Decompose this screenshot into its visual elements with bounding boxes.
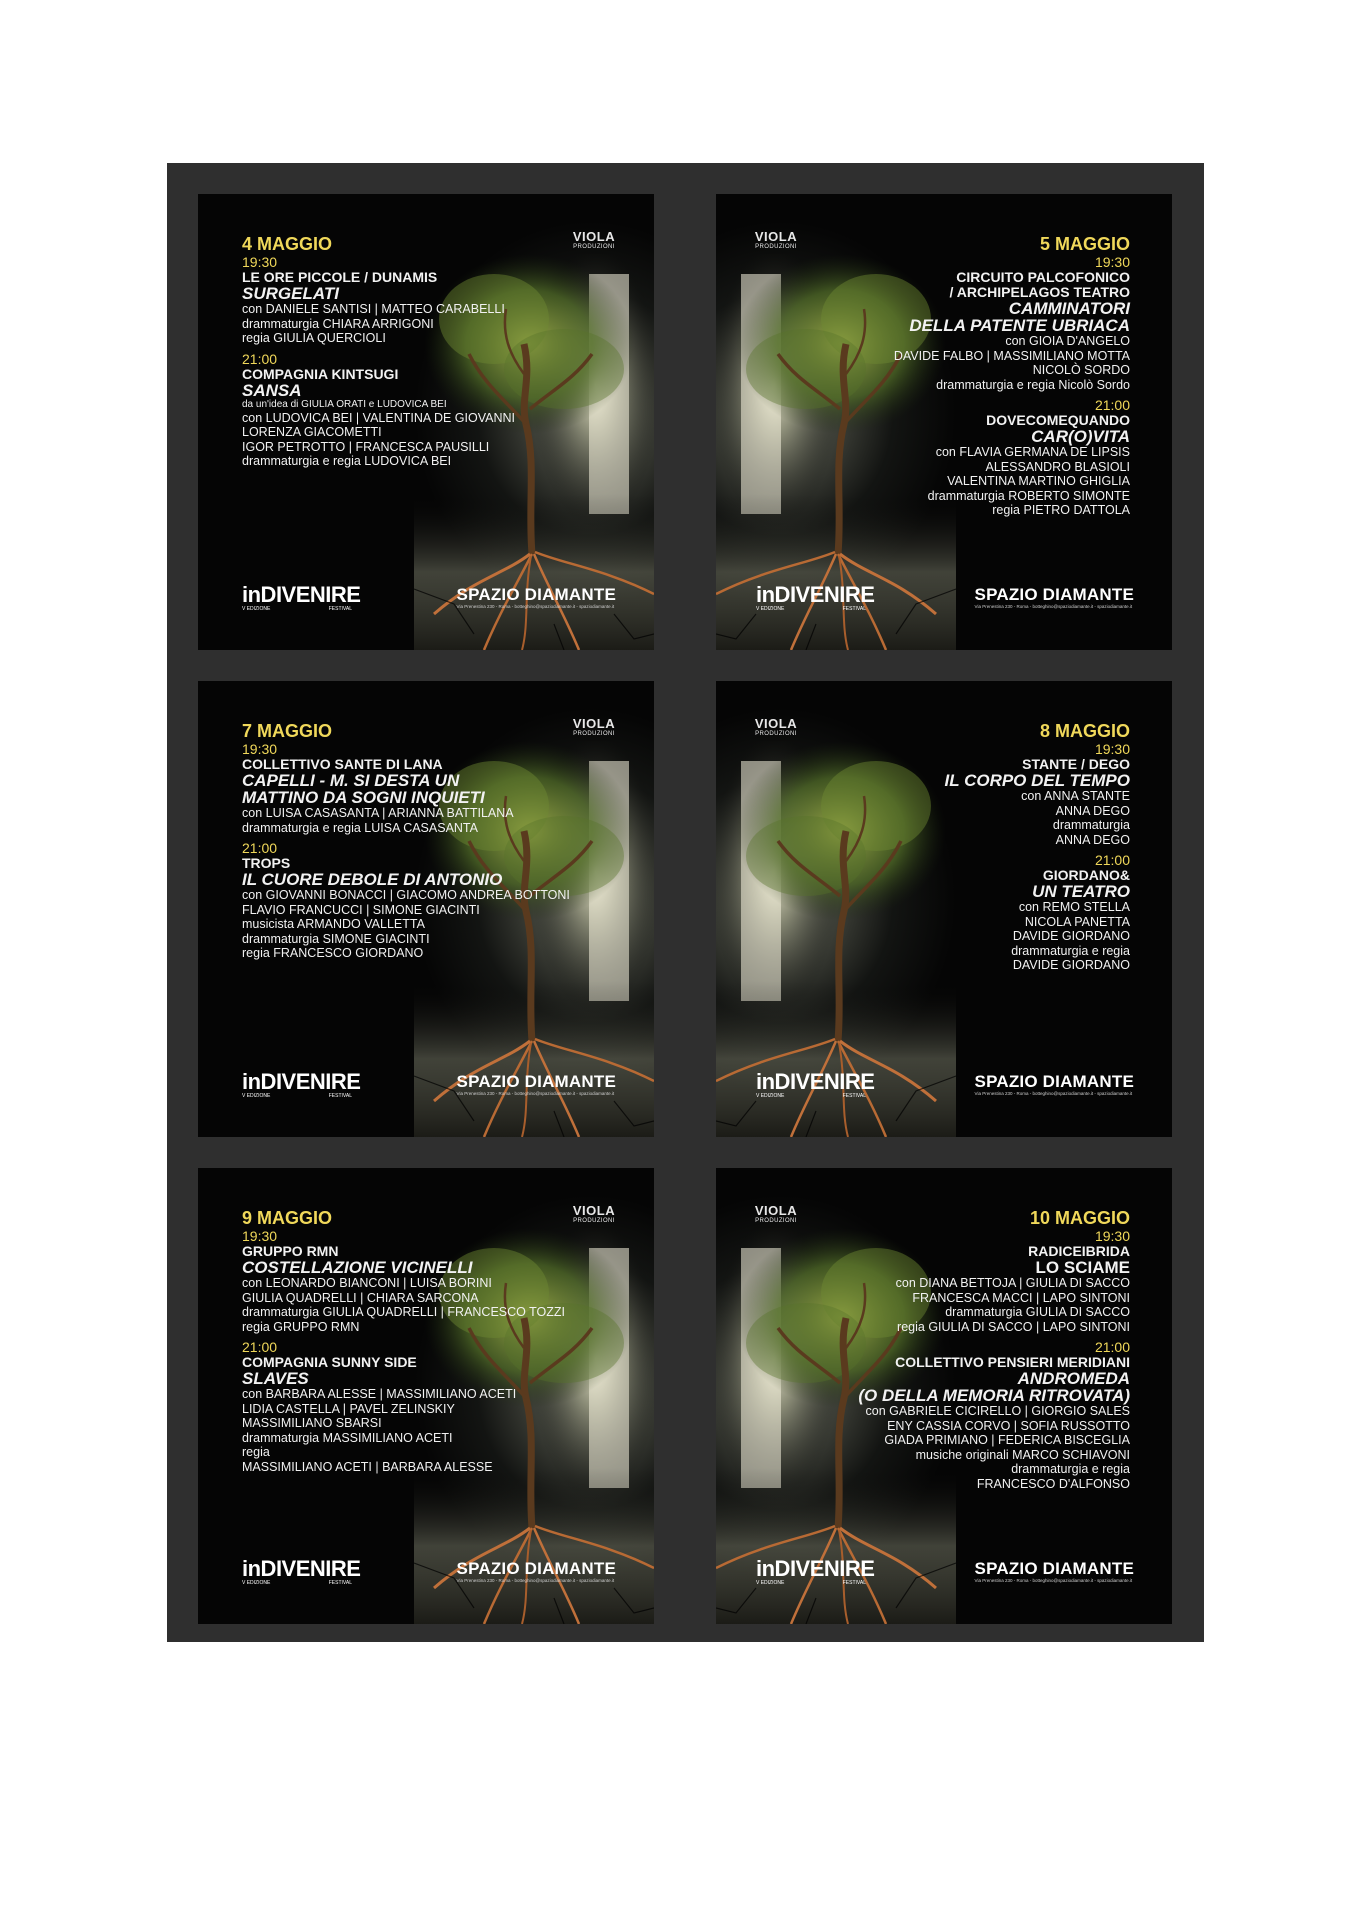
- venue-address: Via Prenestina 230 - Roma - botteghino@spaziodiamante.it - spaziodiamante.it: [974, 1091, 1133, 1096]
- credit-line: drammaturgia e regia LUDOVICA BEI: [242, 454, 452, 468]
- festival-word: FESTIVAL: [328, 606, 352, 612]
- venue-logo: [975, 1072, 1134, 1097]
- event-info: [242, 1208, 622, 1474]
- indivenire-festival-logo: [756, 1071, 874, 1099]
- show-block: [242, 1229, 622, 1334]
- show-time: 19:30: [242, 1228, 278, 1244]
- venue-address: Via Prenestina 230 - Roma - botteghino@spaziodiamante.it - spaziodiamante.it: [456, 604, 615, 609]
- credit-line: GIULIA QUADRELLI | CHIARA SARCONA: [242, 1290, 479, 1305]
- credit-line: MASSIMILIANO SBARSI: [242, 1416, 382, 1430]
- credit-line: FLAVIO FRANCUCCI | SIMONE GIACINTI: [242, 902, 480, 917]
- company-name: STANTE / DEGO: [1022, 756, 1130, 772]
- show-time: 19:30: [242, 254, 278, 270]
- show-title: SANSA: [242, 380, 302, 400]
- event-info: [750, 721, 1130, 973]
- event-info: [242, 234, 622, 469]
- credit-line: con DIANA BETTOJA | GIULIA DI SACCO: [895, 1276, 1130, 1290]
- show-block: [242, 742, 622, 835]
- show-block: [750, 742, 1130, 847]
- viola-logo-text: VIOLA: [754, 716, 798, 731]
- credit-line: FRANCESCO D'ALFONSO: [976, 1476, 1130, 1491]
- show-title: UN TEATRO: [1032, 882, 1130, 901]
- credit-line: con GIOIA D'ANGELO: [1005, 334, 1130, 348]
- venue-name: SPAZIO DIAMANTE: [456, 1072, 616, 1091]
- credit-line: drammaturgia e regia LUISA CASASANTA: [242, 820, 478, 835]
- credit-line: regia PIETRO DATTOLA: [992, 503, 1130, 517]
- event-info: [242, 721, 622, 961]
- venue-name: SPAZIO DIAMANTE: [974, 585, 1134, 604]
- show-time: 21:00: [1094, 1339, 1130, 1355]
- festival-word: FESTIVAL: [842, 1093, 866, 1099]
- show-time: 19:30: [1094, 1228, 1130, 1244]
- show-time: 21:00: [1094, 852, 1130, 868]
- show-time: 19:30: [1094, 741, 1130, 757]
- credit-line: con REMO STELLA: [1018, 900, 1130, 914]
- show-block: [242, 255, 622, 346]
- show-list: [750, 255, 1130, 518]
- venue-logo: [457, 585, 616, 610]
- show-list: [242, 255, 622, 469]
- credit-line: drammaturgia e regia: [1011, 943, 1130, 958]
- event-date: 8 MAGGIO: [1039, 721, 1130, 741]
- venue-name: SPAZIO DIAMANTE: [456, 585, 616, 604]
- viola-logo-text: VIOLA: [572, 716, 616, 731]
- company-name: TROPS: [242, 855, 291, 871]
- company-name: GIORDANO&: [1042, 867, 1130, 883]
- viola-logo-text: VIOLA: [754, 1203, 798, 1218]
- indivenire-festival-logo: [756, 584, 874, 612]
- show-time: 21:00: [1094, 397, 1130, 413]
- event-date: 10 MAGGIO: [1029, 1208, 1130, 1228]
- credit-line: FRANCESCA MACCI | LAPO SINTONI: [912, 1290, 1130, 1305]
- event-date: 4 MAGGIO: [242, 234, 333, 254]
- company-name: COLLETTIVO SANTE DI LANA: [242, 756, 443, 772]
- festival-word: FESTIVAL: [328, 1093, 352, 1099]
- show-title: LO SCIAME: [1035, 1258, 1130, 1277]
- venue-address: Via Prenestina 230 - Roma - botteghino@spaziodiamante.it - spaziodiamante.it: [974, 1578, 1133, 1583]
- venue-logo: [457, 1559, 616, 1584]
- credit-line: DAVIDE GIORDANO: [1012, 929, 1130, 943]
- show-list: [242, 742, 622, 961]
- event-card-3: [198, 681, 654, 1137]
- credit-line: musicista ARMANDO VALLETTA: [242, 917, 425, 931]
- festival-edition: V EDIZIONE: [756, 1093, 785, 1099]
- show-title: IL CORPO DEL TEMPO: [944, 771, 1130, 790]
- show-block: [750, 255, 1130, 392]
- festival-edition: V EDIZIONE: [756, 1580, 785, 1586]
- company-name: / ARCHIPELAGOS TEATRO: [949, 284, 1130, 300]
- festival-edition: V EDIZIONE: [242, 1580, 271, 1586]
- show-title: CAR(O)VITA: [1031, 427, 1130, 446]
- show-block: [242, 352, 622, 469]
- credit-line: con DANIELE SANTISI | MATTEO CARABELLI: [242, 302, 505, 316]
- company-name: RADICEIBRIDA: [1028, 1243, 1130, 1259]
- credit-line: musiche originali MARCO SCHIAVONI: [915, 1447, 1130, 1462]
- produzioni-logo-text: PRODUZIONI: [755, 1218, 797, 1224]
- produzioni-logo-text: PRODUZIONI: [755, 731, 797, 737]
- event-card-1: [198, 194, 654, 650]
- festival-edition: V EDIZIONE: [242, 1093, 271, 1099]
- company-name: COLLETTIVO PENSIERI MERIDIANI: [895, 1354, 1130, 1370]
- credit-line: con BARBARA ALESSE | MASSIMILIANO ACETI: [242, 1387, 517, 1401]
- credit-line: ANNA DEGO: [1055, 803, 1130, 818]
- viola-logo-text: VIOLA: [572, 229, 616, 244]
- show-time: 21:00: [242, 350, 278, 367]
- credit-line: regia GIULIA QUERCIOLI: [242, 331, 386, 345]
- company-name: CIRCUITO PALCOFONICO: [956, 269, 1130, 285]
- credit-line: drammaturgia SIMONE GIACINTI: [242, 931, 430, 946]
- indivenire-festival-logo: [242, 584, 360, 612]
- credit-line: drammaturgia e regia: [1011, 1462, 1130, 1476]
- show-list: [750, 1229, 1130, 1491]
- credit-line: con ANNA STANTE: [1021, 789, 1130, 803]
- viola-logo-text: VIOLA: [572, 1203, 616, 1218]
- company-name: DOVECOMEQUANDO: [986, 412, 1130, 428]
- show-title: SURGELATI: [242, 284, 339, 303]
- show-time: 21:00: [242, 840, 278, 856]
- event-date: 9 MAGGIO: [242, 1208, 333, 1228]
- credit-line: drammaturgia ROBERTO SIMONTE: [927, 488, 1130, 503]
- flyer-sheet: [167, 163, 1204, 1642]
- credit-line: LIDIA CASTELLA | PAVEL ZELINSKIY: [242, 1401, 455, 1416]
- festival-logo-text: inDIVENIRE: [242, 1556, 361, 1581]
- credit-line: da un'idea di GIULIA ORATI e LUDOVICA BEI: [242, 398, 447, 410]
- event-info: [750, 1208, 1130, 1491]
- show-list: [242, 1229, 622, 1474]
- credit-line: IGOR PETROTTO | FRANCESCA PAUSILLI: [242, 439, 490, 454]
- credit-line: con LEONARDO BIANCONI | LUISA BORINI: [242, 1276, 492, 1290]
- company-name: GRUPPO RMN: [242, 1243, 339, 1259]
- venue-logo: [975, 1559, 1134, 1584]
- festival-logo-text: inDIVENIRE: [242, 582, 361, 607]
- company-name: COMPAGNIA KINTSUGI: [242, 365, 399, 382]
- credit-line: GIADA PRIMIANO | FEDERICA BISCEGLIA: [884, 1433, 1130, 1447]
- event-card-2: [716, 194, 1172, 650]
- credit-line: regia FRANCESCO GIORDANO: [242, 946, 424, 960]
- credit-line: con LUDOVICA BEI | VALENTINA DE GIOVANNI: [242, 410, 516, 425]
- credit-line: drammaturgia GIULIA DI SACCO: [945, 1305, 1130, 1319]
- festival-word: FESTIVAL: [328, 1580, 352, 1586]
- credit-line: VALENTINA MARTINO GHIGLIA: [947, 474, 1130, 488]
- credit-line: DAVIDE FALBO | MASSIMILIANO MOTTA: [893, 348, 1130, 363]
- show-block: [750, 853, 1130, 973]
- credit-line: drammaturgia GIULIA QUADRELLI | FRANCESCO TOZZI: [242, 1305, 566, 1319]
- event-date: 7 MAGGIO: [242, 721, 333, 741]
- show-block: [750, 1229, 1130, 1334]
- festival-word: FESTIVAL: [842, 606, 866, 612]
- credit-line: con GABRIELE CICIRELLO | GIORGIO SALES: [865, 1404, 1130, 1418]
- company-name: COMPAGNIA SUNNY SIDE: [242, 1354, 417, 1370]
- indivenire-festival-logo: [242, 1558, 360, 1586]
- festival-edition: V EDIZIONE: [756, 606, 785, 612]
- produzioni-logo-text: PRODUZIONI: [573, 244, 615, 250]
- venue-address: Via Prenestina 230 - Roma - botteghino@spaziodiamante.it - spaziodiamante.it: [456, 1578, 615, 1583]
- company-name: LE ORE PICCOLE / DUNAMIS: [242, 269, 438, 285]
- show-block: [242, 1340, 622, 1474]
- show-title: SLAVES: [242, 1369, 309, 1388]
- credit-line: drammaturgia e regia Nicolò Sordo: [936, 377, 1130, 392]
- show-title: IL CUORE DEBOLE DI ANTONIO: [242, 870, 503, 889]
- event-card-6: [716, 1168, 1172, 1624]
- credit-line: ANNA DEGO: [1055, 832, 1130, 847]
- event-card-4: [716, 681, 1172, 1137]
- venue-name: SPAZIO DIAMANTE: [456, 1559, 616, 1578]
- show-title: CAMMINATORI: [1008, 299, 1130, 318]
- credit-line: regia: [242, 1445, 270, 1459]
- venue-name: SPAZIO DIAMANTE: [974, 1559, 1134, 1578]
- produzioni-logo-text: PRODUZIONI: [755, 244, 797, 250]
- viola-logo-text: VIOLA: [754, 229, 798, 244]
- show-block: [750, 1340, 1130, 1491]
- credit-line: LORENZA GIACOMETTI: [242, 425, 382, 439]
- festival-logo-text: inDIVENIRE: [242, 1069, 361, 1094]
- indivenire-festival-logo: [242, 1071, 360, 1099]
- produzioni-logo-text: PRODUZIONI: [573, 1218, 615, 1224]
- credit-line: NICOLÒ SORDO: [1032, 363, 1130, 377]
- credit-line: drammaturgia: [1052, 818, 1130, 832]
- show-block: [750, 398, 1130, 518]
- show-title: (O DELLA MEMORIA RITROVATA): [858, 1386, 1130, 1405]
- show-title: MATTINO DA SOGNI INQUIETI: [242, 788, 485, 807]
- credit-line: MASSIMILIANO ACETI | BARBARA ALESSE: [242, 1459, 493, 1474]
- event-info: [750, 234, 1130, 518]
- show-title: COSTELLAZIONE VICINELLI: [242, 1258, 473, 1277]
- credit-line: con FLAVIA GERMANA DE LIPSIS: [935, 445, 1130, 459]
- show-list: [750, 742, 1130, 973]
- credit-line: con GIOVANNI BONACCI | GIACOMO ANDREA BOTTONI: [242, 888, 570, 902]
- show-time: 19:30: [1094, 254, 1130, 270]
- credit-line: drammaturgia MASSIMILIANO ACETI: [242, 1430, 453, 1445]
- credit-line: ENY CASSIA CORVO | SOFIA RUSSOTTO: [887, 1418, 1130, 1433]
- festival-word: FESTIVAL: [842, 1580, 866, 1586]
- produzioni-logo-text: PRODUZIONI: [573, 731, 615, 737]
- show-time: 21:00: [242, 1339, 278, 1355]
- show-time: 19:30: [242, 741, 278, 757]
- show-title: ANDROMEDA: [1017, 1369, 1130, 1388]
- show-block: [242, 841, 622, 961]
- show-title: CAPELLI - M. SI DESTA UN: [242, 771, 460, 790]
- venue-logo: [457, 1072, 616, 1097]
- festival-edition: V EDIZIONE: [242, 606, 271, 612]
- festival-logo-text: inDIVENIRE: [756, 1556, 875, 1581]
- indivenire-festival-logo: [756, 1558, 874, 1586]
- credit-line: drammaturgia CHIARA ARRIGONI: [242, 316, 434, 331]
- event-date: 5 MAGGIO: [1039, 234, 1130, 254]
- show-title: DELLA PATENTE UBRIACA: [909, 316, 1130, 335]
- credit-line: DAVIDE GIORDANO: [1012, 958, 1130, 972]
- venue-address: Via Prenestina 230 - Roma - botteghino@spaziodiamante.it - spaziodiamante.it: [456, 1091, 615, 1096]
- venue-address: Via Prenestina 230 - Roma - botteghino@spaziodiamante.it - spaziodiamante.it: [974, 604, 1133, 609]
- festival-logo-text: inDIVENIRE: [756, 1069, 875, 1094]
- venue-name: SPAZIO DIAMANTE: [974, 1072, 1134, 1091]
- credit-line: regia GRUPPO RMN: [242, 1319, 360, 1334]
- credit-line: con LUISA CASASANTA | ARIANNA BATTILANA: [242, 806, 514, 820]
- credit-line: ALESSANDRO BLASIOLI: [985, 459, 1130, 474]
- credit-line: regia GIULIA DI SACCO | LAPO SINTONI: [897, 1319, 1130, 1334]
- event-card-5: [198, 1168, 654, 1624]
- venue-logo: [975, 585, 1134, 610]
- credit-line: NICOLA PANETTA: [1024, 914, 1130, 929]
- festival-logo-text: inDIVENIRE: [756, 582, 875, 607]
